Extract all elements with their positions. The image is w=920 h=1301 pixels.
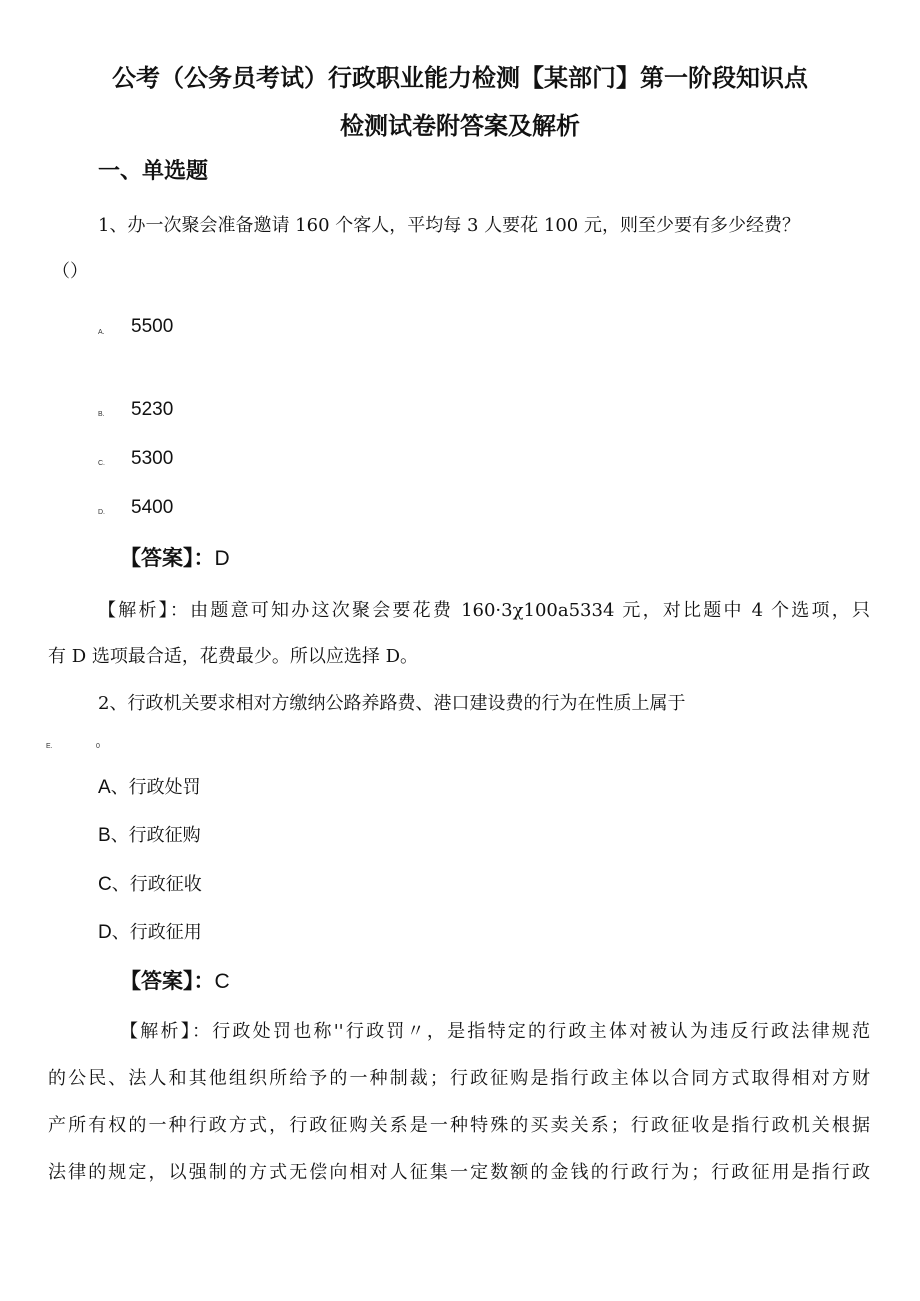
choice-a-text: 、行政处罚	[110, 777, 201, 798]
document-title-line-2: 检测试卷附答案及解析	[340, 112, 580, 140]
question-2-analysis-line-1: 【解析】：行政处罚也称''行政罚〃，是指特定的行政主体对被认为违反行政法律规范	[120, 1021, 870, 1042]
question-2-analysis-line-2: 的公民、法人和其他组织所给予的一种制裁；行政征购是指行政主体以合同方式取得相对方财	[48, 1068, 870, 1089]
choice-d	[98, 918, 202, 944]
answer-value: D	[214, 547, 230, 570]
option-d-marker: D.	[98, 509, 105, 516]
question-2-analysis-line-4: 法律的规定，以强制的方式无偿向相对人征集一定数额的金钱的行政行为；行政征用是指行政	[48, 1162, 870, 1183]
option-a-marker: A.	[98, 329, 105, 336]
question-2-answer	[120, 965, 230, 995]
answer-value: C	[214, 970, 230, 993]
stray-marker: E.	[46, 743, 53, 750]
choice-c-letter: C	[98, 874, 112, 895]
answer-label: 【答案】：	[120, 969, 215, 993]
option-d-value: 5400	[131, 497, 174, 518]
option-a-value: 5500	[131, 316, 174, 337]
choice-b-letter: B	[98, 825, 111, 846]
question-1-stem: 1、办一次聚会准备邀请 160 个客人，平均每 3 人要花 100 元，则至少要有多少经费？	[98, 215, 800, 236]
choice-a-letter: A	[98, 777, 111, 798]
answer-label: 【答案】：	[120, 546, 215, 570]
question-1-answer	[120, 542, 230, 572]
section-heading: 一、单选题	[98, 159, 209, 184]
stray-value: 0	[96, 743, 100, 750]
option-c-marker: C.	[98, 460, 105, 467]
choice-a	[98, 773, 201, 799]
option-b-value: 5230	[131, 399, 174, 420]
choice-d-letter: D	[98, 922, 112, 943]
choice-c-text: 、行政征收	[111, 874, 202, 895]
question-2-stem: 2、行政机关要求相对方缴纳公路养路费、港口建设费的行为在性质上属于	[98, 693, 686, 714]
option-b-marker: B.	[98, 411, 105, 418]
choice-b-text: 、行政征购	[110, 825, 201, 846]
question-1-analysis-line-2: 有 D 选项最合适，花费最少。所以应选择 D。	[48, 646, 419, 667]
question-1-analysis-line-1: 【解析】：由题意可知办这次聚会要花费 160·3χ100a5334 元，对比题中 4 个选项，只	[98, 600, 870, 621]
question-2-analysis-line-3: 产所有权的一种行政方式，行政征购关系是一种特殊的买卖关系；行政征收是指行政机关根据	[48, 1115, 870, 1136]
choice-d-text: 、行政征用	[111, 922, 202, 943]
document-title-line-1: 公考（公务员考试）行政职业能力检测【某部门】第一阶段知识点	[112, 64, 808, 92]
choice-c	[98, 870, 202, 896]
question-1-stem-bracket: （）	[52, 261, 88, 282]
option-c-value: 5300	[131, 448, 174, 469]
choice-b	[98, 821, 201, 847]
